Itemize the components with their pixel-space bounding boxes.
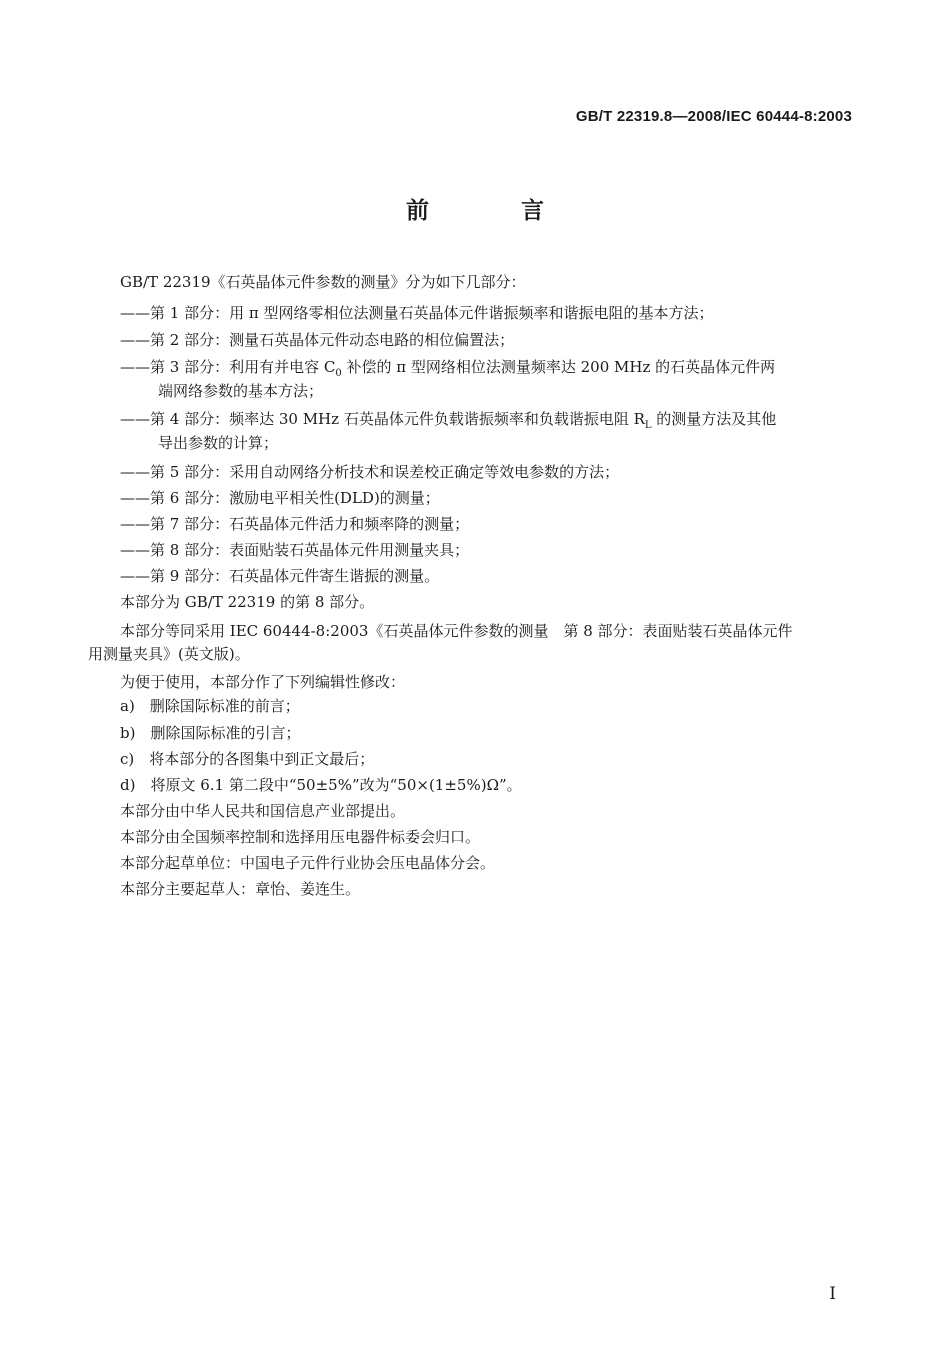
standard-code: GB/T 22319.8—2008/IEC 60444-8:2003	[575, 108, 852, 125]
page-title: 前 言	[405, 198, 586, 224]
part-4	[120, 409, 776, 436]
list-item-b: b) 删除国际标准的引言；	[120, 724, 301, 742]
part-5: ——第 5 部分：采用自动网络分析技术和误差校正确定等效电参数的方法；	[120, 463, 620, 481]
part-7: ——第 7 部分：石英晶体元件活力和频率降的测量；	[120, 515, 470, 533]
part-4-continued: 导出参数的计算；	[158, 434, 279, 452]
part-2: ——第 2 部分：测量石英晶体元件动态电路的相位偏置法；	[120, 331, 515, 349]
page-number: I	[829, 1284, 836, 1304]
part-9: ——第 9 部分：石英晶体元件寄生谐振的测量。	[120, 567, 440, 585]
part-3-rest: 补偿的 π 型网络相位法测量频率达 200 MHz 的石英晶体元件两	[341, 358, 776, 376]
part-4-rest: 的测量方法及其他	[651, 410, 777, 428]
paragraph-edits-intro: 为便于使用，本部分作了下列编辑性修改：	[120, 673, 406, 691]
part-6: ——第 6 部分：激励电平相关性(DLD)的测量；	[120, 489, 440, 507]
list-item-d: d) 将原文 6.1 第二段中“50±5%”改为“50×(1±5%)Ω”。	[120, 776, 522, 794]
list-item-c: c) 将本部分的各图集中到正文最后；	[120, 750, 375, 768]
part-3-subscript: 0	[335, 368, 342, 379]
part-3-continued: 端网络参数的基本方法；	[158, 382, 324, 400]
paragraph-proposer: 本部分由中华人民共和国信息产业部提出。	[120, 802, 406, 820]
part-8: ——第 8 部分：表面贴装石英晶体元件用测量夹具；	[120, 541, 470, 559]
paragraph-drafters: 本部分主要起草人：章怡、姜连生。	[120, 880, 361, 898]
paragraph-committee: 本部分由全国频率控制和选择用压电器件标委会归口。	[120, 828, 481, 846]
intro-line: GB/T 22319《石英晶体元件参数的测量》分为如下几部分：	[120, 273, 526, 291]
paragraph-adoption-line2: 用测量夹具》(英文版)。	[88, 645, 250, 663]
part-1: ——第 1 部分：用 π 型网络零相位法测量石英晶体元件谐振频率和谐振电阻的基本方法；	[120, 304, 714, 322]
paragraph-part-number: 本部分为 GB/T 22319 的第 8 部分。	[120, 593, 375, 611]
list-item-a: a) 删除国际标准的前言；	[120, 697, 300, 715]
paragraph-drafting-unit: 本部分起草单位：中国电子元件行业协会压电晶体分会。	[120, 854, 496, 872]
part-3	[120, 357, 775, 384]
part-4-text: ——第 4 部分：频率达 30 MHz 石英晶体元件负载谐振频率和负载谐振电阻 R	[120, 410, 645, 428]
part-4-subscript: L	[644, 420, 652, 431]
paragraph-adoption-line1: 本部分等同采用 IEC 60444-8:2003《石英晶体元件参数的测量 第 8 部分：表面贴装石英晶体元件	[120, 622, 793, 640]
part-3-text: ——第 3 部分：利用有并电容 C	[120, 358, 336, 376]
